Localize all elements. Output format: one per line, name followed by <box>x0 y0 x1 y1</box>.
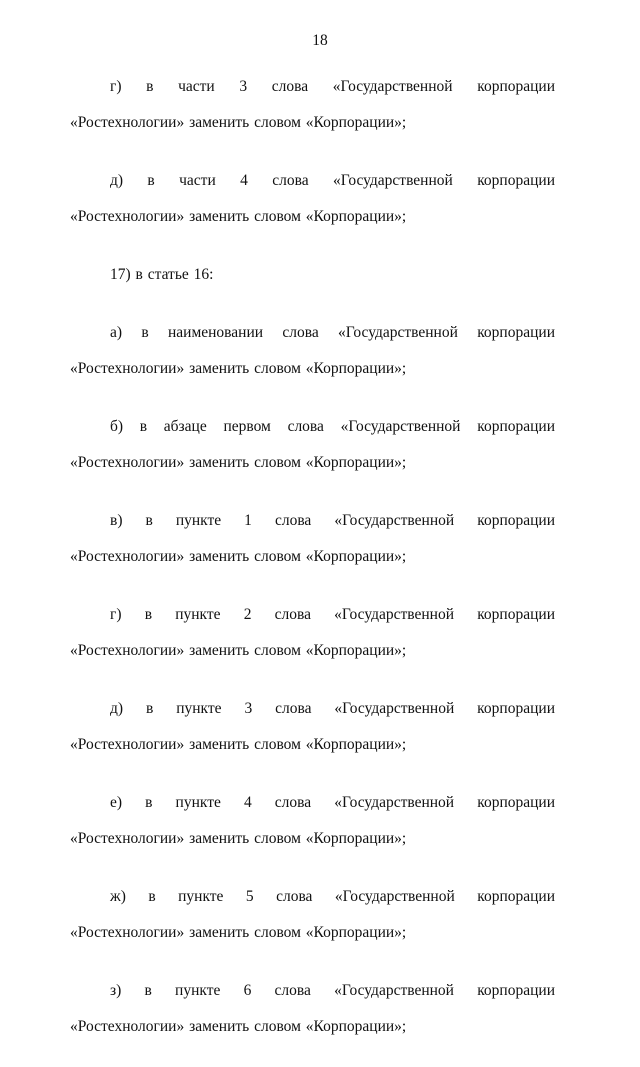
paragraph-amendment-z-item-6: з) в пункте 6 слова «Государственной корпорации «Ростехнологии» заменить словом «Корпорации»; <box>70 982 555 1035</box>
paragraph-amendment-g-item-2: г) в пункте 2 слова «Государственной корпорации «Ростехнологии» заменить словом «Корпорации»; <box>70 606 555 659</box>
paragraph-amendment-d-part-4: д) в части 4 слова «Государственной корпорации «Ростехнологии» заменить словом «Корпорации»; <box>70 172 555 225</box>
page-number: 18 <box>312 32 328 49</box>
paragraph-amendment-g-part-3: г) в части 3 слова «Государственной корпорации «Ростехнологии» заменить словом «Корпорации»; <box>70 78 555 131</box>
paragraph-amendment-zh-item-5: ж) в пункте 5 слова «Государственной корпорации «Ростехнологии» заменить словом «Корпорации»; <box>70 888 555 941</box>
paragraph-amendment-v-item-1: в) в пункте 1 слова «Государственной корпорации «Ростехнологии» заменить словом «Корпорации»; <box>70 512 555 565</box>
paragraph-amendment-e-item-4: е) в пункте 4 слова «Государственной корпорации «Ростехнологии» заменить словом «Корпорации»; <box>70 794 555 847</box>
document-body <box>70 69 555 1067</box>
paragraph-amendment-a-title: а) в наименовании слова «Государственной корпорации «Ростехнологии» заменить словом «Корпорации»; <box>70 324 555 377</box>
paragraph-amendment-b-first-clause: б) в абзаце первом слова «Государственной корпорации «Ростехнологии» заменить словом «Корпорации»; <box>70 418 555 471</box>
paragraph-amendment-d-item-3: д) в пункте 3 слова «Государственной корпорации «Ростехнологии» заменить словом «Корпорации»; <box>70 700 555 753</box>
paragraph-article-16-heading: 17) в статье 16: <box>110 266 214 283</box>
